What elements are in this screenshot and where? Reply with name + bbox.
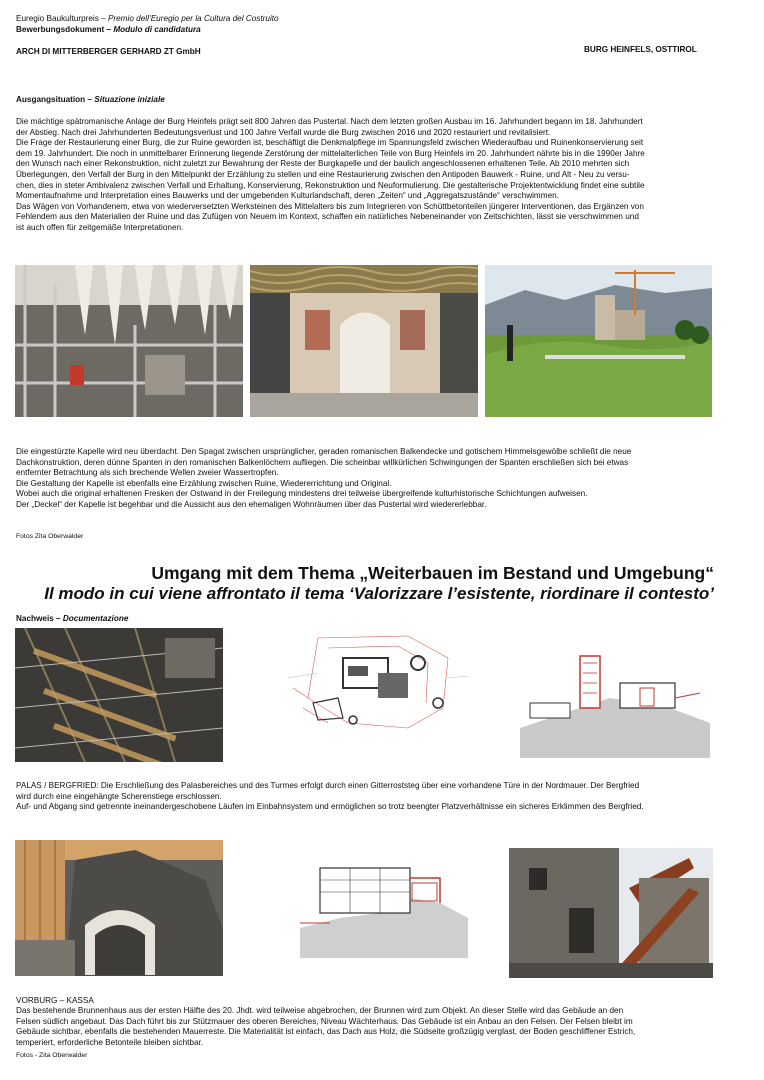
heading-it: Documentazione bbox=[62, 614, 129, 623]
text-line: Das bestehende Brunnenhaus aus der ersten Hälfte des 20. Jhdt. wird teilweise abgebrochen, der Brunnen wird zum Objekt. An dieser Stelle wird das Gebäude an den bbox=[16, 1006, 624, 1015]
firm-name: ARCH DI MITTERBERGER GERHARD ZT GmbH bbox=[16, 47, 201, 56]
section1-paragraph bbox=[16, 117, 756, 234]
section3-paragraph bbox=[16, 781, 756, 813]
section4-heading: VORBURG – KASSA bbox=[16, 996, 94, 1005]
chapel-scaffolding-photo bbox=[15, 265, 243, 417]
text-line: Gebäude sichtbar, ebenfalls die bestehenden Mauerreste. Die Materialität ist einfach, das Dach aus Holz, die Südseite großzügig verglast, der Boden geschliffener Estrich, bbox=[16, 1027, 636, 1037]
text-line: den Wunsch nach einer Rekonstruktion, nicht zuletzt zur Bewahrung der Reste der Burgkapelle und der baulich angeschlossenen erhaltenen Teile. Ab 2010 mehrten sich bbox=[16, 159, 630, 169]
text-line: ist auch offen für zeitgemäße Interpretationen. bbox=[16, 222, 184, 232]
chapel-interior-photo bbox=[250, 265, 478, 417]
stair-interior-photo bbox=[15, 628, 223, 762]
header-line-2 bbox=[16, 25, 201, 36]
text-line: Wobei auch die original erhaltenen Fresken der Ostwand in der Freilegung mindestens drei teilweise übergreifende kulturhistorische Schichtungen aufweisen. bbox=[16, 489, 588, 499]
text-line: Fehlendem aus den Materialien der Ruine und das Zufügen von Neuem im Kontext, schaffen ein natürliches Nebeneinander von Zeitschichten, lässt sie verschwimmen und bbox=[16, 212, 639, 222]
photo-credit-2: Fotos - Zita Oberwalder bbox=[16, 1052, 88, 1059]
section2-paragraph bbox=[16, 447, 756, 511]
text-line: Die eingestürzte Kapelle wird neu überdacht. Den Spagat zwischen ursprünglicher, geraden romanischen Balkendecke und gotischem Himmelsgewölbe schließt die neue bbox=[16, 447, 632, 456]
text-line: temperiert, erforderliche Betonteile bleiben sichtbar. bbox=[16, 1037, 204, 1047]
text-line: wird durch eine eingehängte Scherenstiege erschlossen. bbox=[16, 791, 222, 801]
text-line: Das Wägen von Vorhandenem, etwa von wiederversetzten Werksteinen des Mittelalters bis zum Integrieren von Schüttbetonteilen jüngerer Interventionen, das Ergänzen von bbox=[16, 201, 644, 211]
text-line: Die Gestaltung der Kapelle ist ebenfalls eine Erzählung zwischen Ruine, Wiedererrichtung und Original. bbox=[16, 478, 392, 488]
section-drawing bbox=[520, 648, 710, 758]
theme-title-it: Il modo in cui viene affrontato il tema ‘Valorizzare l’esistente, riordinare il contesto’ bbox=[44, 584, 714, 603]
exterior-stair-photo bbox=[509, 848, 713, 978]
text-line: chen, dies in steter Ambivalenz zwischen Verfall und Erhaltung, Konservierung, Rekonstruktion und Neuformulierung. Die gestalterische Projektentwicklung findet eine subtile bbox=[16, 180, 645, 190]
text-line: Die Frage der Restaurierung einer Burg, die zur Ruine geworden ist, beschäftigt die Denkmalpflege im Spannungsfeld zwischen Wiederaufbau und Ruinenkonservierung seit bbox=[16, 138, 644, 148]
section4-paragraph bbox=[16, 1006, 756, 1048]
heading-de: Ausgangsituation – bbox=[16, 95, 95, 104]
header-italic-2: Modulo di candidatura bbox=[113, 25, 201, 34]
heading-de: Nachweis – bbox=[16, 614, 63, 623]
text-line: Felsen südlich angebaut. Das Dach führt bis zur Stützmauer des oberen Bereiches, Niveau Wächterhaus. Das Gebäude ist ein Anbau an den Felsen. Der Felsen bleibt im bbox=[16, 1016, 633, 1026]
header-prefix: Euregio Baukulturpreis – bbox=[16, 14, 108, 23]
header-line-1 bbox=[16, 14, 279, 25]
text-line: Überlegungen, den Verfall der Burg in den Mittelpunkt der Erzählung zu stellen und eine Restaurierung zwischen den Antipoden Bauwerk - Ruine, und Alt - Neu zu versu- bbox=[16, 169, 630, 179]
text-line: entfernter Betrachtung als sich brechende Wellen zweier Wassertropfen. bbox=[16, 468, 279, 478]
text-line: Der „Deckel“ der Kapelle ist begehbar und die Aussicht aus den ehemaligen Wohnräumen über das Pustertal wird wiedererlebbar. bbox=[16, 499, 487, 509]
well-house-interior-photo bbox=[15, 840, 223, 976]
castle-landscape-photo bbox=[485, 265, 712, 417]
text-line: der Abstieg. Nach drei Jahrhunderten Bedeutungsverlust und 100 Jahre Verfall wurde die Burg zwischen 2016 und 2020 restauriert und revitalisiert. bbox=[16, 127, 551, 137]
header-prefix-2: Bewerbungsdokument – bbox=[16, 25, 114, 34]
heading-it: Situazione iniziale bbox=[94, 95, 165, 104]
text-line: Momentaufnahme und Interpretation eines Bauwerks und der umgebenden Kulturlandschaft, deren „Zeiten“ und „Aggregatszustände“ verschwimmen. bbox=[16, 191, 559, 201]
section1-heading bbox=[16, 95, 165, 106]
header-italic: Premio dell’Euregio per la Cultura del Costruito bbox=[107, 14, 279, 23]
photo-credit: Fotos Zita Oberwalder bbox=[16, 533, 84, 540]
text-line: Auf- und Abgang sind getrennte ineinandergeschobene Läufen im Einbahnsystem und ermöglichen so trotz beengter Platzverhältnisse ein sicheres Erklimmen des Bergfried. bbox=[16, 802, 644, 812]
text-line: Die mächtige spätromanische Anlage der Burg Heinfels prägt seit 800 Jahren das Pustertal. Nach dem letzten großen Ausbau im 16. Jahrhundert begann im 18. Jahrhundert bbox=[16, 117, 643, 126]
theme-title-de: Umgang mit dem Thema „Weiterbauen im Bestand und Umgebung“ bbox=[151, 563, 714, 583]
project-name: BURG HEINFELS, OSTTIROL bbox=[584, 45, 697, 54]
vorburg-section-drawing bbox=[300, 858, 468, 958]
floor-plan-drawing bbox=[288, 628, 468, 738]
text-line: PALAS / BERGFRIED: Die Erschließung des Palasbereiches und des Turmes erfolgt durch einen Gitterroststeg über eine vorhandene Türe in der Nordmauer. Der Bergfried bbox=[16, 781, 640, 790]
text-line: Dachkonstruktion, deren dünne Spanten in den romanischen Balkenlöchern aufliegen. Die scheinbar willkürlichen Schwingungen der Spanten erschließen sich bei etwas bbox=[16, 457, 629, 467]
text-line: dem 19. Jahrhundert. Die noch in unmittelbarer Erinnerung liegende Zerstörung der mittelalterlichen Teile von Burg Heinfels im 20. Jahrhundert nährte bis in die 1990er Jahre bbox=[16, 148, 645, 158]
section3-heading bbox=[16, 614, 128, 625]
